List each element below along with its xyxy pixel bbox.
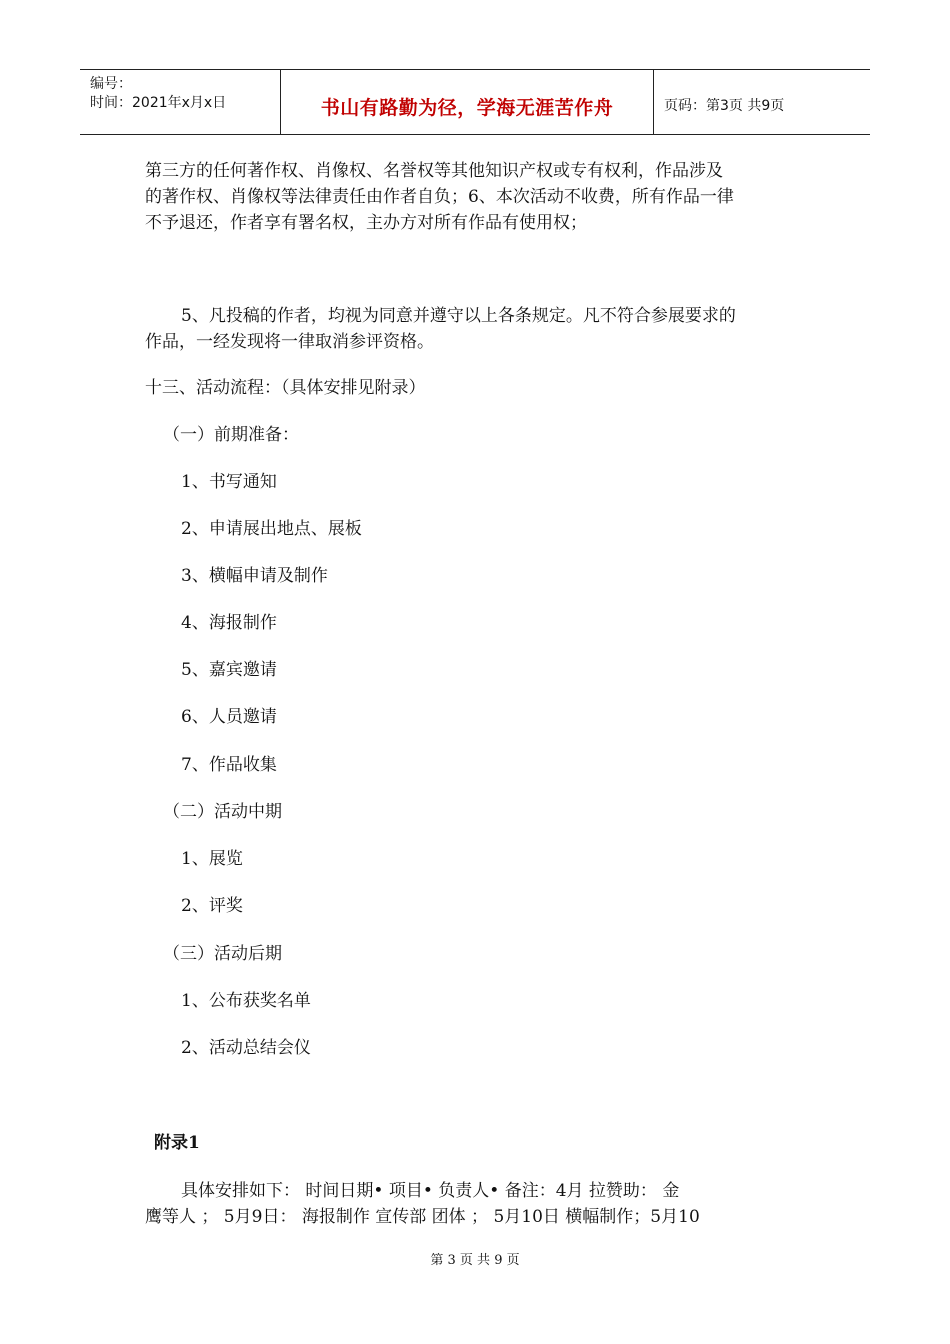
document-code-label: 编号： (90, 76, 132, 92)
paragraph-line: 5、凡投稿的作者，均视为同意并遵守以上各条规定。凡不符合参展要求的 (181, 306, 736, 326)
subsection-heading: （二）活动中期 (163, 802, 282, 822)
list-item: 2、评奖 (181, 896, 243, 916)
list-item: 1、展览 (181, 849, 243, 869)
paragraph-line: 不予退还，作者享有署名权，主办方对所有作品有使用权； (145, 213, 587, 233)
list-item: 1、公布获奖名单 (181, 991, 311, 1011)
paragraph-line: 第三方的任何著作权、肖像权、名誉权等其他知识产权或专有权利，作品涉及 (145, 161, 723, 181)
list-item: 4、海报制作 (181, 613, 277, 633)
paragraph-line: 的著作权、肖像权等法律责任由作者自负；6、本次活动不收费，所有作品一律 (145, 187, 734, 207)
paragraph-line: 具体安排如下： 时间日期• 项目• 负责人• 备注：4月 拉赞助： 金 (181, 1181, 680, 1201)
list-item: 5、嘉宾邀请 (181, 660, 277, 680)
list-item: 2、活动总结会仪 (181, 1038, 311, 1058)
header-middle-cell (281, 70, 654, 134)
list-item: 2、申请展出地点、展板 (181, 519, 362, 539)
list-item: 6、人员邀请 (181, 707, 277, 727)
paragraph-line: 鹰等人 ； 5月9日： 海报制作 宣传部 团体 ； 5月10日 横幅制作；5月10 (145, 1207, 700, 1227)
list-item: 7、作品收集 (181, 755, 277, 775)
page-footer: 第 3 页 共 9 页 (430, 1253, 520, 1268)
subsection-heading: （三）活动后期 (163, 944, 282, 964)
section-heading: 十三、活动流程：（具体安排见附录） (145, 378, 426, 398)
list-item: 1、书写通知 (181, 472, 277, 492)
header-right-cell (654, 70, 870, 134)
header-page-number: 页码：第3页 共9页 (664, 98, 785, 114)
header-table (80, 69, 870, 135)
header-left-cell (80, 70, 281, 134)
list-item: 3、横幅申请及制作 (181, 566, 328, 586)
document-time-label: 时间：2021年x月x日 (90, 95, 227, 111)
subsection-heading: （一）前期准备： (163, 425, 299, 445)
appendix-title: 附录1 (154, 1133, 200, 1153)
header-motto: 书山有路勤为径，学海无涯苦作舟 (320, 97, 614, 119)
paragraph-line: 作品，一经发现将一律取消参评资格。 (145, 332, 434, 352)
